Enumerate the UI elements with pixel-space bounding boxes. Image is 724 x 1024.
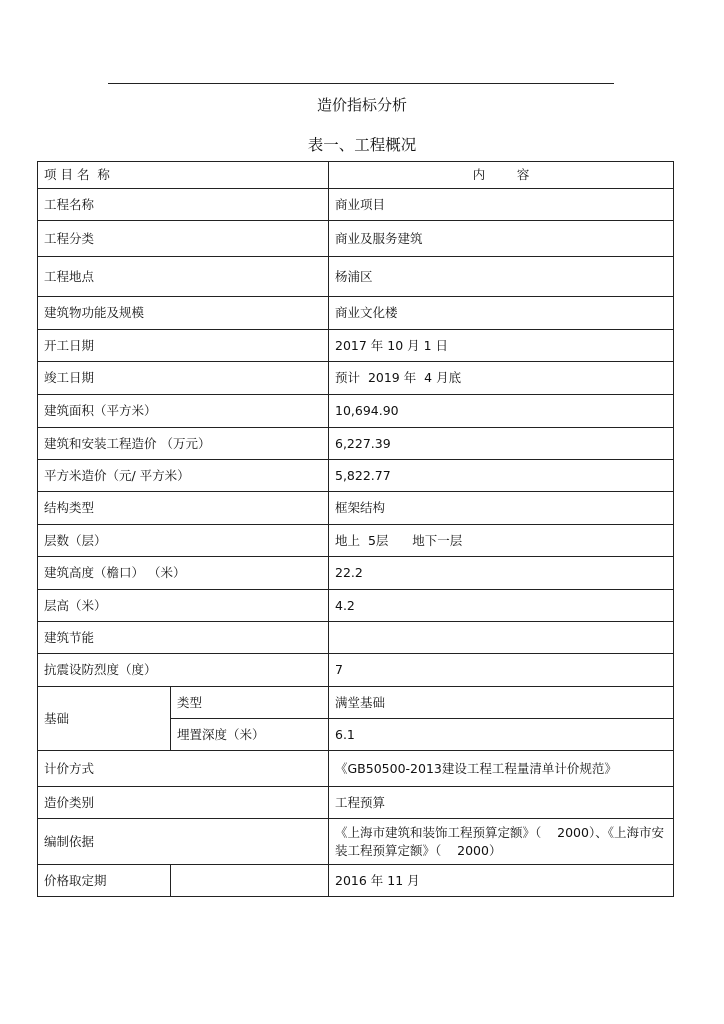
table-row <box>38 492 674 525</box>
table-row <box>38 525 674 557</box>
row-label: 工程名称 <box>38 189 329 221</box>
foundation-type-label: 类型 <box>171 687 329 719</box>
row-label: 建筑物功能及规模 <box>38 297 329 330</box>
price-date-label: 价格取定期 <box>38 865 171 897</box>
row-label: 建筑和安装工程造价 （万元） <box>38 428 329 460</box>
row-value: 5,822.77 <box>329 460 674 492</box>
row-label: 平方米造价（元/ 平方米） <box>38 460 329 492</box>
header-content: 内 容 <box>329 162 674 189</box>
table-row <box>38 257 674 297</box>
row-label: 建筑节能 <box>38 622 329 654</box>
row-label: 工程分类 <box>38 221 329 257</box>
table-row <box>38 557 674 590</box>
row-value: 《GB50500-2013建设工程工程量清单计价规范》 <box>329 751 674 787</box>
row-label: 造价类别 <box>38 787 329 819</box>
row-value: 4.2 <box>329 590 674 622</box>
price-date-row <box>38 865 674 897</box>
table-row <box>38 590 674 622</box>
foundation-label: 基础 <box>38 687 171 751</box>
table-row <box>38 622 674 654</box>
table-row <box>38 189 674 221</box>
header-item: 项 目 名 称 <box>38 162 329 189</box>
foundation-depth-value: 6.1 <box>329 719 674 751</box>
table-row <box>38 460 674 492</box>
row-value: 2017 年 10 月 1 日 <box>329 330 674 362</box>
row-value: 7 <box>329 654 674 687</box>
foundation-type-row <box>38 687 674 719</box>
row-value: 商业项目 <box>329 189 674 221</box>
table-row <box>38 221 674 257</box>
row-value: 框架结构 <box>329 492 674 525</box>
document-title: 造价指标分析 <box>316 96 407 114</box>
row-value: 22.2 <box>329 557 674 590</box>
top-rule <box>108 83 614 84</box>
price-date-empty-cell <box>171 865 329 897</box>
row-label: 计价方式 <box>38 751 329 787</box>
basis-value: 《上海市建筑和装饰工程预算定额》（ 2000）、《上海市安装工程预算定额》（ 2000） <box>329 819 674 865</box>
row-label: 层高（米） <box>38 590 329 622</box>
table-header-row <box>38 162 674 189</box>
table-row <box>38 787 674 819</box>
row-value: 预计 2019 年 4 月底 <box>329 362 674 395</box>
row-value: 工程预算 <box>329 787 674 819</box>
row-label: 竣工日期 <box>38 362 329 395</box>
foundation-type-value: 满堂基础 <box>329 687 674 719</box>
row-label: 开工日期 <box>38 330 329 362</box>
row-value: 地上 5层 地下一层 <box>329 525 674 557</box>
table-row <box>38 819 674 865</box>
row-label: 层数（层） <box>38 525 329 557</box>
foundation-depth-label: 埋置深度（米） <box>171 719 329 751</box>
basis-label: 编制依据 <box>38 819 329 865</box>
table-row <box>38 751 674 787</box>
row-label: 结构类型 <box>38 492 329 525</box>
price-date-value: 2016 年 11 月 <box>329 865 674 897</box>
table-row <box>38 362 674 395</box>
project-overview-table <box>37 161 674 897</box>
row-label: 建筑高度（檐口） （米） <box>38 557 329 590</box>
row-label: 工程地点 <box>38 257 329 297</box>
row-value: 商业及服务建筑 <box>329 221 674 257</box>
table-row <box>38 428 674 460</box>
row-label: 建筑面积（平方米） <box>38 395 329 428</box>
row-value <box>329 622 674 654</box>
table-row <box>38 654 674 687</box>
table-row <box>38 395 674 428</box>
row-value: 6,227.39 <box>329 428 674 460</box>
row-value: 10,694.90 <box>329 395 674 428</box>
table-row <box>38 297 674 330</box>
row-value: 商业文化楼 <box>329 297 674 330</box>
table-row <box>38 330 674 362</box>
row-value: 杨浦区 <box>329 257 674 297</box>
row-label: 抗震设防烈度（度） <box>38 654 329 687</box>
table-title: 表一、工程概况 <box>307 136 417 154</box>
